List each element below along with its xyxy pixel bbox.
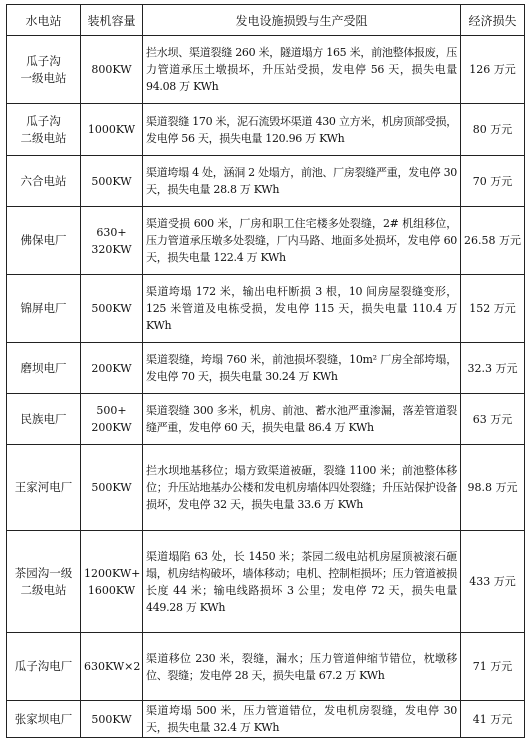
station-name-cell — [7, 156, 81, 207]
capacity-line: 1200KW+ — [84, 566, 141, 580]
document-page — [6, 4, 524, 738]
header-station: 水电站 — [7, 5, 81, 36]
damage-description-cell: 渠道垮塌 172 米，输出电杆断损 3 根，10 间房屋裂缝变形，125 米管道及电栋受损，发电停 115 天，损失电量 110.4 万 KWh — [143, 275, 461, 343]
damage-description-cell: 渠道受损 600 米，厂房和职工住宅楼多处裂缝，2# 机组移位，压力管道承压墩多处裂缝，厂内马路、地面多处损坏，发电停 60 天，损失电量 122.4 万 KWh — [143, 207, 461, 275]
station-name-cell — [7, 531, 81, 633]
capacity-cell — [81, 207, 143, 275]
station-name-cell — [7, 343, 81, 394]
station-name-line: 佛保电厂 — [20, 233, 67, 247]
capacity-line: 500KW — [91, 481, 132, 494]
table-row — [7, 394, 525, 445]
capacity-line: 500+ — [96, 404, 127, 417]
economic-loss-cell: 71 万元 — [461, 633, 525, 701]
station-name-cell — [7, 701, 81, 738]
station-name-line: 二级电站 — [20, 130, 67, 145]
header-damage: 发电设施损毁与生产受阻 — [143, 5, 461, 36]
table-row — [7, 36, 525, 104]
station-name-line: 张家坝电厂 — [14, 711, 73, 726]
table-row — [7, 207, 525, 275]
economic-loss-cell: 63 万元 — [461, 394, 525, 445]
table-body — [7, 36, 525, 738]
damage-description-cell: 渠道裂缝，垮塌 760 米，前池损坏裂缝，10m² 厂房全部垮塌，发电停 70 天，损失电量 30.24 万 KWh — [143, 343, 461, 394]
station-name-line: 一级电站 — [20, 70, 67, 85]
capacity-cell — [81, 104, 143, 156]
station-name-cell — [7, 633, 81, 701]
station-name-line: 二级电站 — [20, 582, 67, 597]
economic-loss-cell: 70 万元 — [461, 156, 525, 207]
capacity-line: 200KW — [91, 421, 132, 434]
capacity-cell — [81, 36, 143, 104]
capacity-line: 630KW×2 — [84, 660, 141, 673]
table-header-row — [7, 5, 525, 36]
station-name-cell — [7, 104, 81, 156]
capacity-cell — [81, 531, 143, 633]
capacity-line: 500KW — [91, 712, 132, 726]
economic-loss-cell: 152 万元 — [461, 275, 525, 343]
station-name-line: 瓜子沟 — [26, 53, 61, 68]
capacity-line: 1000KW — [87, 123, 136, 136]
economic-loss-cell: 98.8 万元 — [461, 445, 525, 531]
economic-loss-cell: 80 万元 — [461, 104, 525, 156]
table-row — [7, 531, 525, 633]
economic-loss-cell: 126 万元 — [461, 36, 525, 104]
capacity-cell — [81, 343, 143, 394]
station-name-cell — [7, 394, 81, 445]
damage-description-cell: 渠道塌陷 63 处，长 1450 米；茶园二级电站机房屋顶被滚石砸塌，机房结构破坏，墙体移动；电机、控制柜损坏；压力管道被损长度 44 米；输电线路损坏 3 公里；发电停 72 天，损失电量 449.28 万 KWh — [143, 531, 461, 633]
damage-description-cell: 渠道垮塌 500 米，压力管道错位，发电机房裂缝，发电停 30 天，损失电量 32.4 万 KWh — [143, 701, 461, 738]
economic-loss-cell: 433 万元 — [461, 531, 525, 633]
hydropower-damage-table — [6, 4, 525, 738]
table-row — [7, 343, 525, 394]
table-row — [7, 275, 525, 343]
capacity-line: 200KW — [91, 361, 132, 375]
header-loss: 经济损失 — [461, 5, 525, 36]
capacity-cell — [81, 156, 143, 207]
capacity-line: 320KW — [91, 242, 132, 256]
header-capacity: 装机容量 — [81, 5, 143, 36]
damage-description-cell: 拦水坝地基移位；塌方致渠道被砸，裂缝 1100 米；前池整体移位；升压站地基办公楼和发电机房墙体四处裂缝；升压站保护设备损坏，发电停 32 天，损失电量 33.6 万 KWh — [143, 445, 461, 531]
station-name-cell — [7, 445, 81, 531]
table-row — [7, 445, 525, 531]
economic-loss-cell: 26.58 万元 — [461, 207, 525, 275]
table-row — [7, 104, 525, 156]
station-name-line: 民族电厂 — [20, 411, 67, 426]
capacity-line: 1600KW — [87, 583, 136, 597]
capacity-cell — [81, 394, 143, 445]
damage-description-cell: 渠道移位 230 米，裂缝，漏水；压力管道伸缩节错位，枕墩移位、裂缝；发电停 28 天，损失电量 67.2 万 KWh — [143, 633, 461, 701]
table-row — [7, 156, 525, 207]
table-row — [7, 701, 525, 738]
table-row — [7, 633, 525, 701]
capacity-cell — [81, 701, 143, 738]
capacity-cell — [81, 275, 143, 343]
station-name-line: 茶园沟一级 — [14, 565, 73, 580]
damage-description-cell: 渠道裂缝 300 多米，机房、前池、蓄水池严重渗漏，落差管道裂缝严重，发电停 60 天，损失电量 86.4 万 KWh — [143, 394, 461, 445]
capacity-line: 500KW — [91, 302, 132, 315]
station-name-line: 磨坝电厂 — [20, 360, 67, 375]
station-name-line: 王家河电厂 — [14, 480, 73, 494]
station-name-line: 瓜子沟 — [26, 113, 61, 128]
station-name-cell — [7, 207, 81, 275]
capacity-cell — [81, 633, 143, 701]
capacity-line: 800KW — [91, 63, 132, 76]
capacity-cell — [81, 445, 143, 531]
station-name-line: 瓜子沟电厂 — [14, 659, 73, 673]
station-name-line: 六合电站 — [20, 173, 67, 188]
capacity-line: 500KW — [91, 174, 132, 188]
station-name-cell — [7, 36, 81, 104]
capacity-line: 630+ — [96, 225, 127, 239]
damage-description-cell: 拦水坝、渠道裂缝 260 米，隧道塌方 165 米，前池整体报废，压力管道承压土墩损坏，升压站受损，发电停 56 天，损失电量 94.08 万 KWh — [143, 36, 461, 104]
damage-description-cell: 渠道垮塌 4 处，涵洞 2 处塌方，前池、厂房裂缝严重，发电停 30 天，损失电量 28.8 万 KWh — [143, 156, 461, 207]
economic-loss-cell: 41 万元 — [461, 701, 525, 738]
economic-loss-cell: 32.3 万元 — [461, 343, 525, 394]
station-name-cell — [7, 275, 81, 343]
damage-description-cell: 渠道裂缝 170 米，泥石流毁坏渠道 430 立方米，机房顶部受损，发电停 56 天，损失电量 120.96 万 KWh — [143, 104, 461, 156]
station-name-line: 锦屏电厂 — [20, 301, 67, 315]
